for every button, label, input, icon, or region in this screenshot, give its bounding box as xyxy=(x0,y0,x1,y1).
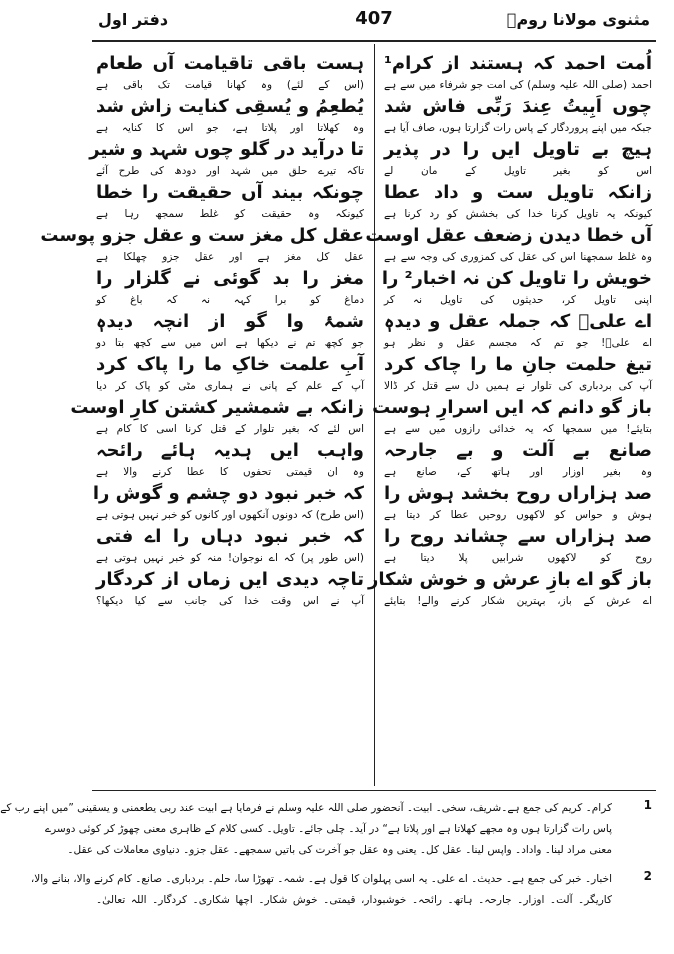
footnote xyxy=(0,798,652,861)
verse-line: مغز را بد گوئی نے گلزار را xyxy=(96,268,364,289)
right-column xyxy=(365,50,652,786)
footnote-line: معنی مراد لینا۔ واداد۔ واپس لینا۔ عقل کل۔ یعنی وہ عقل جو آخرت کی باتیں سمجھے۔ عقل جزو۔ دنیاوی معاملات کی عقل۔ xyxy=(67,844,612,856)
footnotes xyxy=(0,798,652,919)
translation-line: کیونکہ وہ حقیقت کو غلط سمجھ رہا ہے xyxy=(96,208,364,220)
verse-line: زانکہ بے شمشیر کشتن کارِ اوست xyxy=(70,397,364,418)
translation-line: آپ نے اس وقت خدا کی جانب سے کیا دیکھا؟ xyxy=(96,595,364,607)
translation-line: (اس طور پر) کہ اے نوجوان! منہ کو خبر نہیں ہوتی ہے xyxy=(96,552,364,564)
verse-line: باز گو اے بازِ عرش و خوش شکار xyxy=(367,569,652,590)
verse-line: ہست باقی تاقیامت آں طعام xyxy=(96,53,364,74)
verse-line: شمۂ وا گو از انچہ دیدہٖ xyxy=(96,311,364,332)
verse-line: صانع بے آلت و بے جارحہ xyxy=(384,440,652,461)
footnote-line: کرام۔ کریم کی جمع ہے۔شریف، سخی۔ ابیت۔ آنحضور صلی اللہ علیہ وسلم نے فرمایا ہے ابیت عند ربی یطعمنی و یسقینی ”میں اپنے رب کے xyxy=(0,802,612,814)
verse-line: کہ خبر نبود دہاں را اے فتی xyxy=(96,526,364,547)
translation-line: اس کو بغیر تاویل کے مان لے xyxy=(384,165,652,177)
translation-line: جبکہ میں اپنے پروردگار کے پاس رات گزارتا ہوں، صاف آیا ہے xyxy=(384,122,652,134)
verse-line: باز گو دانم کہ ایں اسرارِ ہوست xyxy=(372,397,652,418)
translation-line: آپ کے علم کے پانی نے ہماری مٹی کو پاک کر دیا xyxy=(96,380,364,392)
translation-line: بتایئے! میں سمجھا کہ یہ خدائی رازوں میں سے ہے xyxy=(384,423,652,435)
translation-line: تاکہ تیرے حلق میں شہد اور دودھ کی طرح آئے xyxy=(96,165,364,177)
verse-line: واہب ایں ہدیہ ہائے رائحہ xyxy=(96,440,364,461)
footnote xyxy=(30,869,652,911)
verse-line: صد ہزاراں سے چشاند روح را xyxy=(384,526,652,547)
left-column xyxy=(40,50,364,786)
page-header xyxy=(94,6,654,38)
header-rule xyxy=(92,40,656,42)
volume-label: دفتر اول xyxy=(98,10,169,29)
verse-line: تیغ حلمت جانِ ما را چاک کرد xyxy=(384,354,652,375)
footnote-number: 2 xyxy=(643,869,652,883)
verse-line: یُطعِمُ و یُسقِی کنایت زاش شد xyxy=(96,96,364,117)
footnote-line: اخبار۔ خبر کی جمع ہے۔ حدیث۔ اے علی۔ یہ اسی پہلوان کا قول ہے۔ شمہ۔ تھوڑا سا، حلم۔ بردباری۔ صانع۔ کام کرنے والا، بنانے والا، xyxy=(30,873,612,885)
translation-line: (اس طرح) کہ دونوں آنکھوں اور کانوں کو خبر نہیں ہوتی ہے xyxy=(96,509,364,521)
translation-line: دماغ کو برا کہہ نہ کہ باغ کو xyxy=(96,294,364,306)
translation-line: روح کو لاکھوں شرابیں پلا دیتا ہے xyxy=(384,552,652,564)
translation-line: آپ کی بردباری کی تلوار نے ہمیں دل سے قتل کر ڈالا xyxy=(384,380,652,392)
verse-line: عقل کل مغز ست و عقل جزو پوست xyxy=(40,225,364,246)
translation-line: ہوش و حواس کو لاکھوں روحیں عطا کر دیتا ہے xyxy=(384,509,652,521)
translation-line: وہ غلط سمجھنا اس کی عقل کی کمزوری کی وجہ سے ہے xyxy=(384,251,652,263)
verse-line: زانکہ تاویل ست و داد عطا xyxy=(384,182,652,203)
verse-line: خویش را تاویل کن نہ اخبار² را xyxy=(381,268,652,289)
translation-line: اے علیؓ! جو تم کہ مجسم عقل و نظر ہو xyxy=(384,337,652,349)
verse-line: اُمت احمد کہ ہستند از کرام¹ xyxy=(384,53,652,74)
translation-line: (اس کے لئے) وہ کھانا قیامت تک باقی ہے xyxy=(96,79,364,91)
translation-line: اے عرش کے باز، بہترین شکار کرنے والے! بتایئے xyxy=(384,595,652,607)
verse-line: چوں اَبِیتُ عِندَ رَبِّی فاش شد xyxy=(384,96,652,117)
translation-line: اس لئے کہ بغیر تلوار کے قتل کرنا اسی کا کام ہے xyxy=(96,423,364,435)
translation-line: وہ ان قیمتی تحفوں کا عطا کرنے والا ہے xyxy=(96,466,364,478)
translation-line: احمد (صلی اللہ علیہ وسلم) کی امت جو شرفاء میں سے ہے xyxy=(384,79,652,91)
verse-line: چونکہ بیند آں حقیقت را خطا xyxy=(96,182,364,203)
translation-line: وہ بغیر اوزار اور ہاتھ کے، صانع ہے xyxy=(384,466,652,478)
translation-line: عقل کل مغز ہے اور عقل جزو چھلکا ہے xyxy=(96,251,364,263)
verse-line: کہ خبر نبود دو چشم و گوش را xyxy=(92,483,364,504)
verse-line: ہیچ بے تاویل ایں را در پذیر xyxy=(384,139,652,160)
translation-line: جو کچھ تم نے دیکھا ہے اس میں سے کچھ بتا دو xyxy=(96,337,364,349)
footnote-line: پاس رات گزارتا ہوں وہ مجھے کھلاتا ہے اور پلاتا ہے“ در آید۔ چلی جائے۔ تاویل۔ کسی کلام کے ظاہری معنی چھوڑ کر کوئی دوسرے xyxy=(44,823,612,835)
footnote-rule xyxy=(92,790,656,791)
footnote-number: 1 xyxy=(643,798,652,812)
translation-line: وہ کھلاتا اور پلاتا ہے، جو اس کا کنایہ ہے xyxy=(96,122,364,134)
verse-line: آں خطا دیدن زضعف عقل اوست xyxy=(365,225,652,246)
footnote-line: کاریگر۔ آلت۔ اوزار۔ جارحہ۔ ہاتھ۔ رائحہ۔ خوشبودار، قیمتی۔ خوش شکار۔ اچھا شکاری۔ کردگار۔ اللہ تعالیٰ۔ xyxy=(96,894,612,906)
verse-line: آبِ علمت خاکِ ما را پاک کرد xyxy=(96,354,364,375)
verse-line: صد ہزاراں روح بخشد ہوش را xyxy=(384,483,652,504)
verse-line: تا درآید در گلو چوں شہد و شیر xyxy=(89,139,364,160)
translation-line: کیونکہ یہ تاویل کرنا خدا کی بخشش کو رد کرنا ہے xyxy=(384,208,652,220)
book-title: مثنوی مولانا رومؒ xyxy=(506,10,650,29)
verse-line: اے علیؓ کہ جملہ عقل و دیدہٖ xyxy=(384,311,652,332)
page-number: 407 xyxy=(355,8,393,29)
verse-line: تاچہ دیدی ایں زماں از کردگار xyxy=(96,569,364,590)
translation-line: اپنی تاویل کر، حدیثوں کی تاویل نہ کر xyxy=(384,294,652,306)
